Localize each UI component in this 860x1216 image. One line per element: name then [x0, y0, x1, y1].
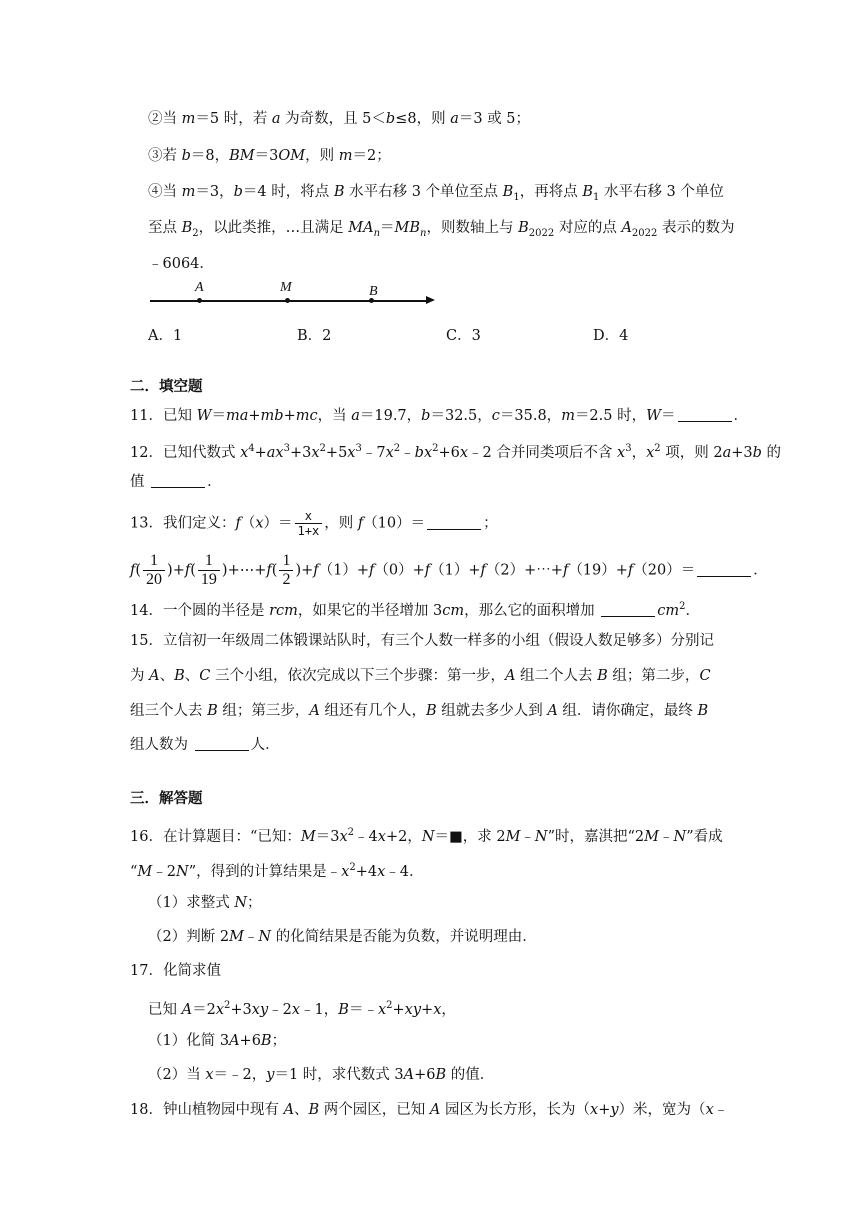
point-a-dot [197, 298, 202, 303]
question-16-line2: “M﹣2N”，得到的计算结果是$﹣x^2+4x﹣4$． [130, 862, 424, 880]
option-b: B．2 [297, 328, 332, 344]
question-11: 11．已知 W＝ma+mb+mc，当 a＝19.7，b＝32.5，c＝35.8，m＝2.5 时，W＝ ． [130, 408, 749, 424]
point-m-dot [285, 298, 290, 303]
question-13-line1: 13．我们定义：f（x）＝ $\frac{x}{1+x}$ ，则 f（10）＝ ； [130, 509, 498, 538]
question-12-line2: 值 ． [130, 474, 222, 490]
option-d: D．4 [593, 328, 629, 344]
question-14: 14．一个圆的半径是 rcm，如果它的半径增加 3cm，那么它的面积增加 $cm^2$． [130, 601, 700, 619]
option-a: A．1 [148, 328, 183, 344]
question-15-line3: 组三个人去 B 组；第三步，A 组还有几个人，B 组就去多少人到 A 组．请你确定，最终 B [130, 703, 709, 719]
q10-statement-4-line3: ﹣6064． [148, 256, 214, 272]
q10-statement-4-line1: ④当 m＝3，b＝4 时，将点 B 水平右移 3 个单位至点 $B_1$，再将点 $B_1$ 水平右移 3 个单位 [148, 184, 724, 203]
question-18-line1: 18．钟山植物园中现有 A、B 两个园区，已知 A 园区为长方形，长为（x+y）米，宽为（x﹣ [130, 1102, 729, 1118]
answer-blank[interactable] [678, 407, 732, 422]
number-line [150, 300, 430, 302]
answer-blank[interactable] [151, 473, 205, 488]
point-m-label: M [280, 280, 292, 295]
answer-blank[interactable] [195, 736, 249, 751]
point-b-label: B [369, 284, 378, 299]
section-fill-in-title: 二．填空题 [130, 379, 203, 395]
question-12-line1: 12．已知代数式 $x^4+ax^3+3x^2+5x^3﹣7x^2﹣bx^2+6x﹣2$ 合并同类项后不含 $x^3$，$x^2$ 项，则 2a+3b 的 [130, 443, 782, 461]
point-a-label: A [195, 280, 204, 295]
fraction-1-2: $\frac{1}{2}$ [279, 552, 293, 589]
q10-statement-3: ③若 b＝8，BM＝3OM，则 m＝2； [148, 148, 391, 164]
answer-blank[interactable] [697, 562, 751, 577]
question-16-part2: （2）判断 2M﹣N 的化简结果是否能为负数，并说明理由． [148, 929, 537, 945]
q10-statement-4-line2: 至点 $B_2$，以此类推，…且满足 $MA_n=MB_n$，则数轴上与 $B_{2022}$ 对应的点 $A_{2022}$ 表示的数为 [148, 220, 735, 239]
question-15-line2: 为 A、B、C 三个小组，依次完成以下三个步骤：第一步，A 组二个人去 B 组；第二步，C [130, 668, 711, 684]
section-answer-title: 三．解答题 [130, 791, 203, 807]
question-17-title: 17．化简求值 [130, 963, 221, 979]
answer-blank[interactable] [601, 602, 655, 617]
question-16-part1: （1）求整式 N； [148, 895, 262, 911]
number-line-arrow [426, 296, 435, 304]
question-15-line4: 组人数为 人． [130, 737, 280, 753]
fraction-1-19: $\frac{1}{19}$ [198, 552, 220, 589]
fraction-x-over-1-plus-x: $\frac{x}{1+x}$ [295, 509, 323, 538]
question-13-line2: f( $\frac{1}{20}$ )+f( $\frac{1}{19}$ )+⋯+f( $\frac{1}{2}$ )+f（1）+f（0）+f（1）+f（2）+⋯+f（19）+f（20）＝ ． [130, 552, 768, 588]
question-17-part2: （2）当 x＝﹣2，y＝1 时，求代数式 3A+6B 的值． [148, 1067, 495, 1083]
question-17-part1: （1）化简 3A+6B； [148, 1033, 287, 1049]
fraction-1-20: $\frac{1}{20}$ [143, 552, 165, 589]
q10-statement-2: ②当 m＝5 时，若 a 为奇数，且 5＜b≤8，则 a＝3 或 5； [148, 111, 531, 127]
question-17-given: 已知 $A=2x^2+3xy﹣2x﹣1$，$B=﹣x^2+xy+x$， [148, 1000, 456, 1018]
option-c: C．3 [446, 328, 481, 344]
question-15-line1: 15．立信初一年级周二体锻课站队时，有三个人数一样多的小组（假设人数足够多）分别记 [130, 633, 714, 649]
question-16-line1: 16．在计算题目：“已知：$M=3x^2﹣4x+2$，N＝■，求 2M﹣N”时，嘉淇把“2M﹣N”看成 [130, 827, 723, 845]
answer-blank[interactable] [427, 515, 481, 530]
